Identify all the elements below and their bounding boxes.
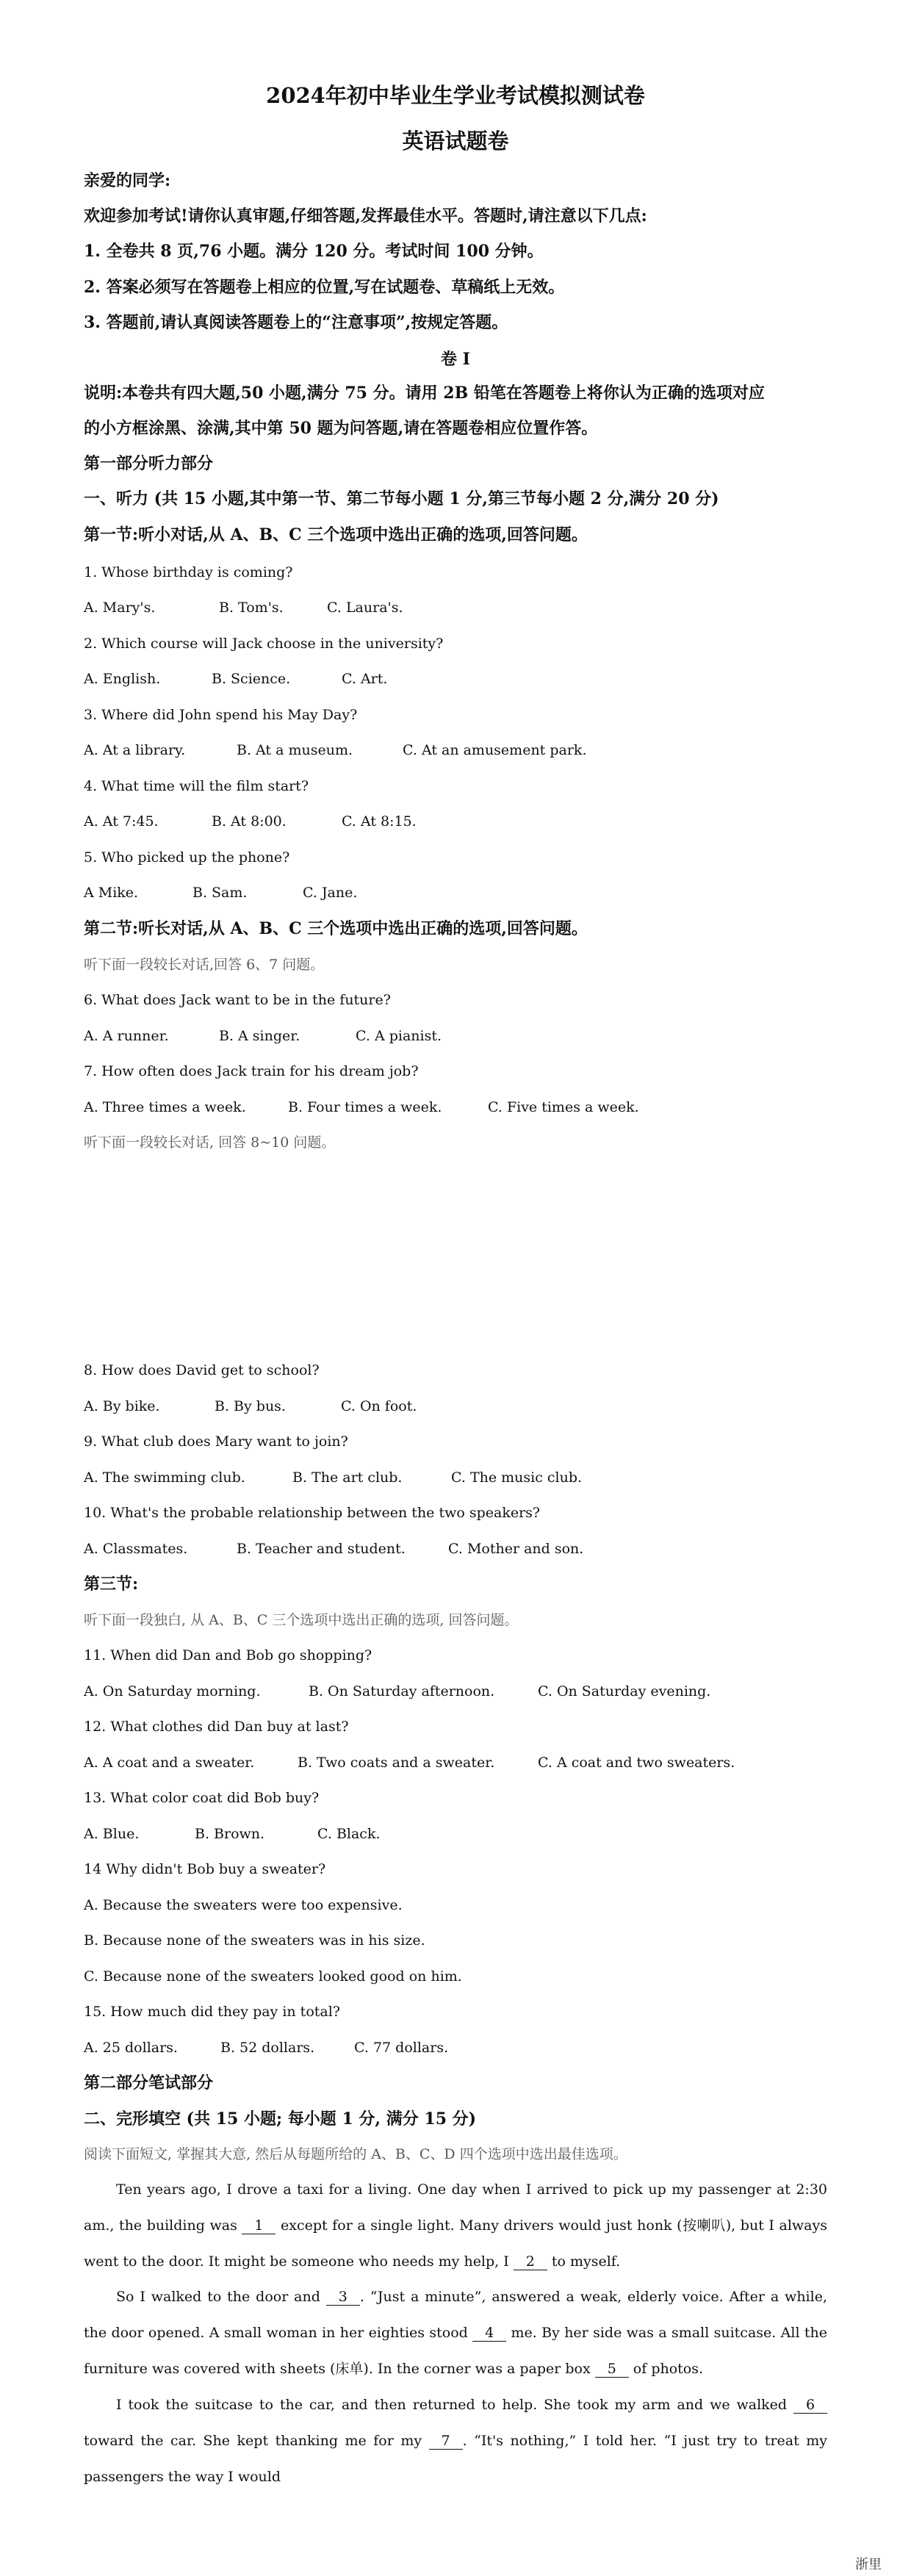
q5-option-b[interactable]: B. Sam. — [192, 885, 248, 901]
exam-title: 2024年初中毕业生学业考试模拟测试卷 — [266, 83, 645, 108]
q5-option-c[interactable]: C. Jane. — [303, 885, 358, 901]
volume-instructions-2: 的小方框涂黑、涂满,其中第 50 题为问答题,请在答题卷相应位置作答。 — [84, 419, 598, 438]
q1-option-a[interactable]: A. Mary's. — [84, 600, 156, 616]
question-2: 2. Which course will Jack choose in the university? — [84, 636, 444, 652]
question-8: 8. How does David get to school? — [84, 1362, 320, 1378]
section3-note: 听下面一段独白, 从 A、B、C 三个选项中选出正确的选项, 回答问题。 — [84, 1612, 519, 1628]
q14-option-b[interactable]: B. Because none of the sweaters was in his size. — [84, 1932, 425, 1949]
note-1: 1. 全卷共 8 页,76 小题。满分 120 分。考试时间 100 分钟。 — [84, 242, 544, 261]
q7-option-c[interactable]: C. Five times a week. — [488, 1099, 639, 1115]
question-12: 12. What clothes did Dan buy at last? — [84, 1719, 349, 1735]
q7-option-a[interactable]: A. Three times a week. — [84, 1099, 246, 1115]
cloze-paragraph-3: I took the suitcase to the car, and then returned to help. She took my arm and we walked 6 toward the car. She kept thanking me for my 7 . “It's nothing,” I told her. “I just try to treat my passengers the way I would — [84, 2397, 827, 2485]
part2-heading: 第二部分笔试部分 — [84, 2073, 214, 2093]
q8-option-a[interactable]: A. By bike. — [84, 1398, 160, 1414]
q6-option-a[interactable]: A. A runner. — [84, 1028, 169, 1044]
note-2: 2. 答案必须写在答题卷上相应的位置,写在试题卷、草稿纸上无效。 — [84, 278, 565, 297]
q2-option-a[interactable]: A. English. — [84, 671, 161, 687]
section1-title: 第一节:听小对话,从 A、B、C 三个选项中选出正确的选项,回答问题。 — [84, 525, 588, 544]
question-4: 4. What time will the film start? — [84, 778, 309, 794]
q2-option-b[interactable]: B. Science. — [212, 671, 291, 687]
q3-option-c[interactable]: C. At an amusement park. — [403, 742, 587, 758]
q7-option-b[interactable]: B. Four times a week. — [288, 1099, 442, 1115]
q15-option-c[interactable]: C. 77 dollars. — [354, 2040, 449, 2056]
section2-title: 第二节:听长对话,从 A、B、C 三个选项中选出正确的选项,回答问题。 — [84, 919, 588, 938]
blank-4: 4 — [472, 2325, 506, 2342]
q4-option-b[interactable]: B. At 8:00. — [212, 813, 287, 830]
note-3: 3. 答题前,请认真阅读答题卷上的“注意事项”,按规定答题。 — [84, 313, 508, 332]
q2-option-c[interactable]: C. Art. — [342, 671, 388, 687]
question-6: 6. What does Jack want to be in the future? — [84, 992, 391, 1008]
welcome-text: 欢迎参加考试!请你认真审题,仔细答题,发挥最佳水平。答题时,请注意以下几点: — [84, 206, 647, 226]
exam-subtitle: 英语试题卷 — [402, 129, 509, 154]
cloze-title: 二、完形填空 (共 15 小题; 每小题 1 分, 满分 15 分) — [84, 2109, 477, 2129]
volume-label: 卷 I — [441, 350, 470, 369]
q4-option-c[interactable]: C. At 8:15. — [342, 813, 417, 830]
question-5: 5. Who picked up the phone? — [84, 849, 290, 866]
question-7: 7. How often does Jack train for his dream job? — [84, 1063, 419, 1079]
q13-option-b[interactable]: B. Brown. — [195, 1826, 265, 1842]
blank-7: 7 — [429, 2433, 463, 2450]
q3-option-a[interactable]: A. At a library. — [84, 742, 186, 758]
q12-option-b[interactable]: B. Two coats and a sweater. — [298, 1755, 495, 1771]
q14-option-c[interactable]: C. Because none of the sweaters looked good on him. — [84, 1968, 462, 1985]
cloze-paragraph-1: Ten years ago, I drove a taxi for a living. One day when I arrived to pick up my passenger at 2:30 am., the building was 1 except for a single light. Many drivers would just honk (按喇叭), but I always went to the door. It might be someone who needs my help, I 2 to myself. — [84, 2181, 827, 2270]
footer-watermark: 浙里 — [855, 2557, 882, 2572]
q12-option-a[interactable]: A. A coat and a sweater. — [84, 1755, 255, 1771]
q12-option-c[interactable]: C. A coat and two sweaters. — [538, 1755, 735, 1771]
cloze-paragraph-2: So I walked to the door and 3 . “Just a minute”, answered a weak, elderly voice. After a while, the door opened. A small woman in her eighties stood 4 me. By her side was a small suitcase. All the furniture was covered with sheets (床单). In the corner was a paper box 5 of photos. — [84, 2289, 827, 2377]
blank-5: 5 — [595, 2361, 629, 2378]
q13-option-a[interactable]: A. Blue. — [84, 1826, 140, 1842]
blank-3: 3 — [326, 2289, 360, 2306]
q3-option-b[interactable]: B. At a museum. — [237, 742, 353, 758]
greeting: 亲爱的同学: — [84, 171, 171, 190]
volume-instructions-1: 说明:本卷共有四大题,50 小题,满分 75 分。请用 2B 铅笔在答题卷上将你认为正确的选项对应 — [84, 384, 765, 403]
q5-option-a[interactable]: A Mike. — [84, 885, 139, 901]
section2-note-b: 听下面一段较长对话, 回答 8~10 问题。 — [84, 1134, 336, 1151]
section2-note-a: 听下面一段较长对话,回答 6、7 问题。 — [84, 957, 325, 973]
q4-option-a[interactable]: A. At 7:45. — [84, 813, 159, 830]
q9-option-c[interactable]: C. The music club. — [451, 1469, 583, 1486]
question-11: 11. When did Dan and Bob go shopping? — [84, 1647, 372, 1663]
cloze-instructions: 阅读下面短文, 掌握其大意, 然后从每题所给的 A、B、C、D 四个选项中选出最佳选项。 — [84, 2146, 627, 2162]
question-3: 3. Where did John spend his May Day? — [84, 707, 358, 723]
q6-option-c[interactable]: C. A pianist. — [356, 1028, 442, 1044]
blank-2: 2 — [514, 2253, 547, 2270]
q1-option-b[interactable]: B. Tom's. — [219, 600, 284, 616]
q11-option-a[interactable]: A. On Saturday morning. — [84, 1683, 261, 1699]
blank-6: 6 — [793, 2397, 827, 2414]
q14-option-a[interactable]: A. Because the sweaters were too expensive. — [84, 1897, 403, 1913]
q15-option-a[interactable]: A. 25 dollars. — [84, 2040, 178, 2056]
q8-option-b[interactable]: B. By bus. — [215, 1398, 286, 1414]
q15-option-b[interactable]: B. 52 dollars. — [220, 2040, 315, 2056]
part1-heading: 第一部分听力部分 — [84, 454, 214, 473]
question-13: 13. What color coat did Bob buy? — [84, 1790, 320, 1806]
q13-option-c[interactable]: C. Black. — [317, 1826, 381, 1842]
listening-section-title: 一、听力 (共 15 小题,其中第一节、第二节每小题 1 分,第三节每小题 2 分,满分 20 分) — [84, 489, 719, 508]
q11-option-b[interactable]: B. On Saturday afternoon. — [309, 1683, 495, 1699]
q6-option-b[interactable]: B. A singer. — [219, 1028, 300, 1044]
question-9: 9. What club does Mary want to join? — [84, 1433, 348, 1450]
blank-1: 1 — [242, 2217, 276, 2234]
q9-option-a[interactable]: A. The swimming club. — [84, 1469, 245, 1486]
section3-title: 第三节: — [84, 1575, 139, 1594]
q10-option-a[interactable]: A. Classmates. — [84, 1541, 188, 1557]
q9-option-b[interactable]: B. The art club. — [292, 1469, 403, 1486]
q10-option-b[interactable]: B. Teacher and student. — [237, 1541, 406, 1557]
q8-option-c[interactable]: C. On foot. — [341, 1398, 417, 1414]
question-1: 1. Whose birthday is coming? — [84, 564, 293, 580]
q11-option-c[interactable]: C. On Saturday evening. — [538, 1683, 711, 1699]
question-14: 14 Why didn't Bob buy a sweater? — [84, 1861, 326, 1877]
question-15: 15. How much did they pay in total? — [84, 2004, 340, 2020]
q1-option-c[interactable]: C. Laura's. — [327, 600, 403, 616]
question-10: 10. What's the probable relationship between the two speakers? — [84, 1505, 541, 1521]
q10-option-c[interactable]: C. Mother and son. — [448, 1541, 584, 1557]
